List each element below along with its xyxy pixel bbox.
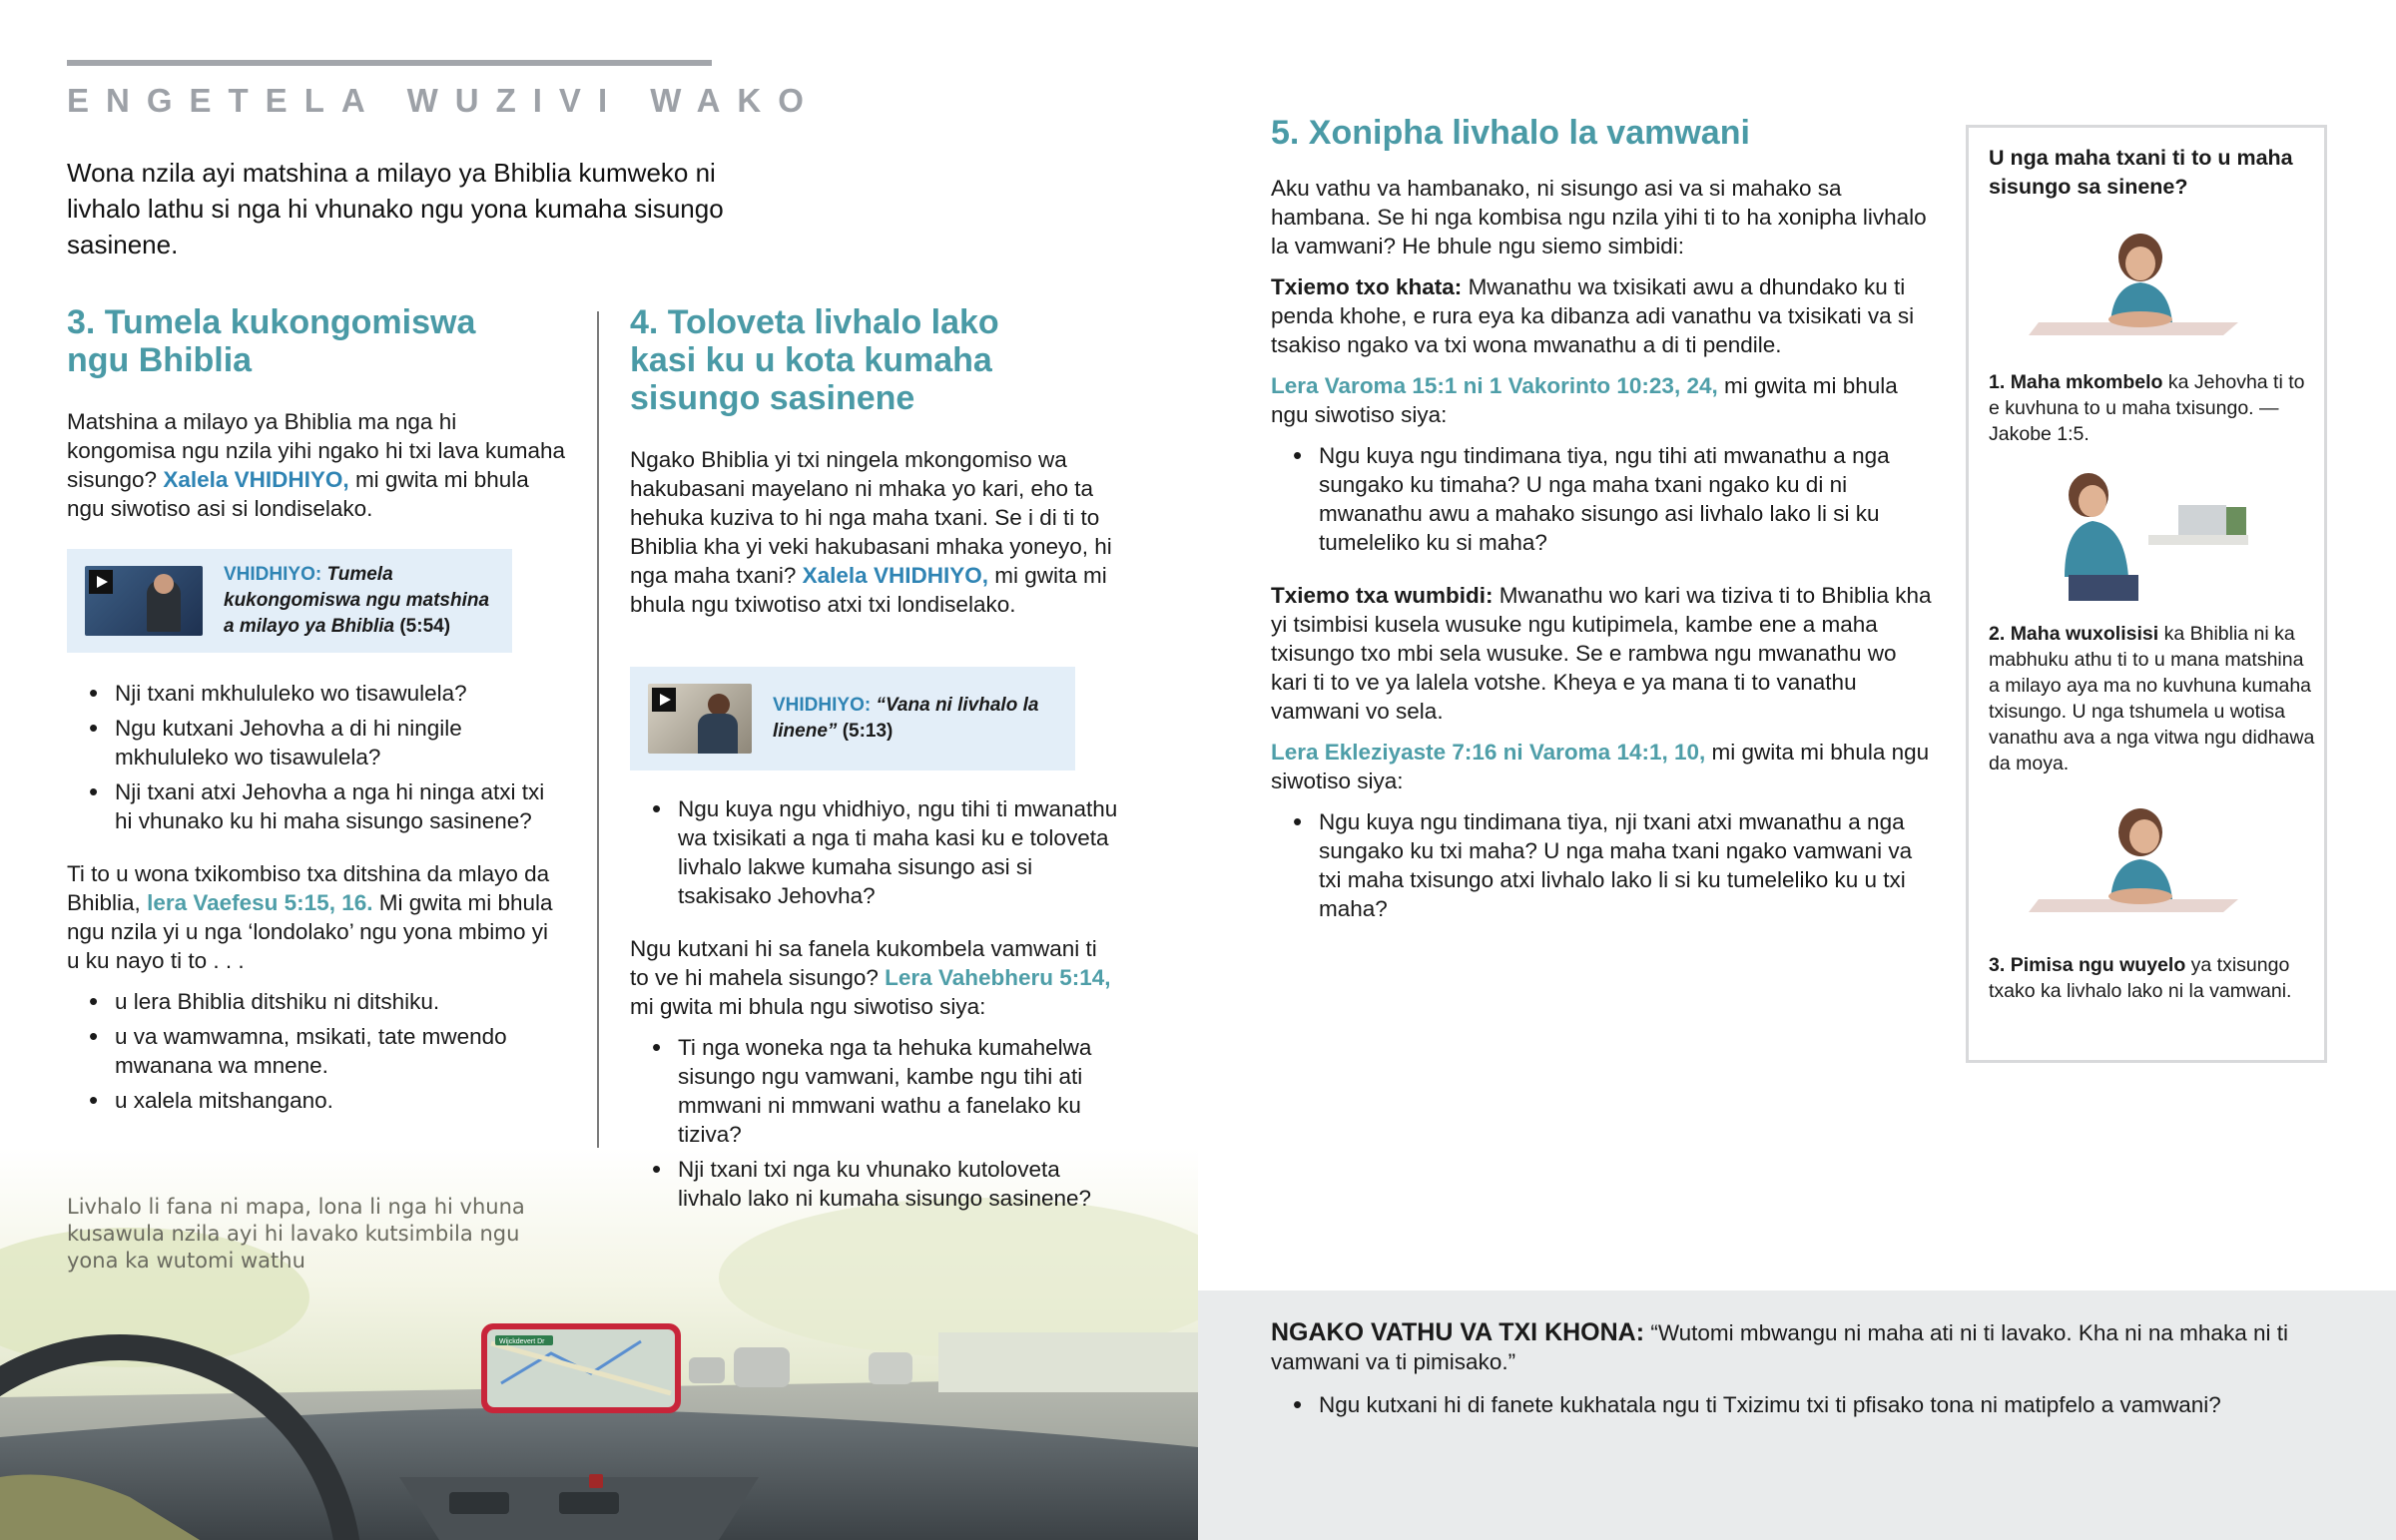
video-label: VHIDHIYO: [224, 564, 322, 585]
section-4-video-caption [773, 693, 1057, 745]
question-item: • Ngu kutxani hi di fanete kukhatala ngu ti Txizimu txi ti pfisako tona ni matipfelo a vamwani? [1271, 1390, 2349, 1419]
list-item: • u lera Bhiblia ditshiku ni ditshiku. [67, 987, 566, 1016]
question-item: • Ngu kutxani Jehovha a di hi ningile mkhululeko wo tisawulela? [67, 714, 566, 771]
step-text: ka Bhiblia ni ka mabhuku athu ti to u mana matshina a milayo aya ma no kuvhuna kumaha txisungo. U nga tshumela u wotisa vanathu ava a nga vitwa ngu didhawa da moya. [1989, 623, 2315, 774]
objection-quote: “Wutomi mbwangu ni maha ati ni ti lavako. Kha ni na mhaka ni ti vamwani va ti pimisako.” [1271, 1320, 2288, 1374]
list-item: • u xalela mitshangano. [67, 1086, 566, 1115]
para-b-start: Ngu kutxani hi sa fanela kukombela vamwani ti to ve hi mahela sisungo? [630, 936, 1097, 990]
section-4-video-card[interactable] [630, 667, 1075, 770]
section-3-intro-text: Matshina a milayo ya Bhiblia ma nga hi kongomisa ngu nzila yihi ngako hi txi lava kumaha sisungo? [67, 409, 566, 492]
studying-woman-illustration [2029, 467, 2258, 607]
case-1-ref-line [1271, 371, 1938, 429]
list-item: • Ti nga woneka nga ta hehuka kumahelwa sisungo ngu vamwani, kambe ngu tihi ati mmwani ni mmwani wathu a fanelako ku tiziva? [630, 1033, 1119, 1149]
section-3-para-b [67, 859, 566, 975]
section-4 [630, 303, 1119, 1213]
question-item: • Nji txani mkhululeko wo tisawulela? [67, 679, 566, 708]
case-2 [1271, 581, 1938, 726]
section-4-para-b [630, 934, 1119, 1021]
section-3-heading: 3. Tumela kukongomiswa ngu Bhiblia [67, 303, 476, 379]
case-2-questions [1271, 807, 1938, 923]
column-divider [597, 311, 599, 1218]
question-item: • Ngu kuya ngu tindimana tiya, ngu tihi ati mwanathu a nga sungako ku timaha? U nga maha txani ngako ku di ni mwanathu awu a mahako sisungo asi livhalo lako li si ku tumeleliko ku si maha? [1271, 441, 1938, 557]
step-text: ya txisungo txako ka livhalo lako ni la vamwani. [1989, 954, 2292, 1002]
question-item: • Ngu kuya ngu vhidhiyo, ngu tihi ti mwanathu wa txisikati a nga ti maha kasi ku e toloveta livhalo lakwe kumaha sisungo asi si tsakisako Jehovha? [630, 794, 1119, 910]
sidebar-title: U nga maha txani ti to u maha sisungo sa sinene? [1989, 146, 2293, 199]
praying-woman-illustration [2019, 228, 2258, 347]
objection-questions [1271, 1390, 2349, 1419]
illustration-caption: Livhalo li fana ni mapa, lona li nga hi vhuna kusawula nzila ayi hi lavako kutsimbila ngu yona ka wutomi wathu [67, 1195, 525, 1273]
objection-box [1198, 1290, 2396, 1540]
section-5-intro: Aku vathu va hambanako, ni sisungo asi va si mahako sa hambana. Se hi nga kombisa ngu nzila yihi ti to ha xonipha livhalo la vamwani? He bhule ngu siemo simbidi: [1271, 176, 1927, 258]
sidebar-step-1 [1989, 369, 2318, 447]
header-rule [67, 60, 712, 66]
sidebar-step-2 [1989, 621, 2318, 776]
step-number: 1. [1989, 371, 2006, 393]
objection-text [1271, 1318, 2319, 1376]
case-2-text: Mwanathu wo kari wa tiziva ti to Bhiblia kha yi tsimbisi kusela wusuke ngu kutipimela, kambe ene a maha txisungo txo mbi sela wusuke. Se e rambwa ngu mwanathu wo kari ti to ve ya lalela votshe. Kheya e ya mana ti to vanathu vamwani vo sela. [1271, 583, 1932, 724]
play-icon [89, 570, 113, 594]
step-number: 2. [1989, 623, 2006, 645]
para-b-end: mi gwita mi bhula ngu siwotiso siya: [630, 994, 986, 1019]
section-eyebrow: ENGETELA WUZIVI WAKO [67, 82, 821, 119]
speaker-head [154, 574, 174, 594]
para-b-end: Mi gwita mi bhula ngu nzila yi u nga ‘londolako’ ngu yona mbimo yi u ku nayo ti to . . . [67, 890, 553, 973]
video-title: “Vana ni livhalo la linene” [773, 695, 1039, 742]
video-thumbnail [648, 684, 752, 754]
section-3-list [67, 987, 566, 1115]
section-4-questions [630, 794, 1119, 910]
case-1-ref-end: mi gwita mi bhula ngu siwotiso siya: [1271, 373, 1898, 427]
case-2-ref-end: mi gwita mi bhula ngu siwotiso siya: [1271, 740, 1930, 793]
sidebar-step-3 [1989, 952, 2318, 1004]
reader-figure [698, 714, 738, 754]
steps-sidebar [1966, 125, 2327, 1063]
case-1 [1271, 272, 1938, 359]
section-3-questions [67, 679, 566, 835]
section-3-intro [67, 407, 566, 523]
video-duration: (5:54) [399, 616, 451, 637]
video-title: Tumela kukongomiswa ngu matshina a milayo ya Bhiblia [224, 564, 490, 637]
scripture-link[interactable]: Lera Varoma 15:1 ni 1 Vakorinto 10:23, 24, [1271, 373, 1718, 398]
case-1-text: Mwanathu wa txisikati awu a dhundako ku ti penda khohe, e rura eya ka dibanza adi vanathu va txisikati va si tsakiso ngako va txi wona mwanathu a di ti pendile. [1271, 274, 1915, 357]
section-3-video-link[interactable]: Xalela VHIDHIYO, [163, 467, 349, 492]
phone-street-label: Wijckdevert Dr [499, 1338, 545, 1345]
list-item: • u va wamwamna, msikati, tate mwendo mwanana wa mnene. [67, 1022, 566, 1080]
section-4-intro-text: Ngako Bhiblia yi txi ningela mkongomiso wa hakubasani mayelano ni mhaka yo kari, eho ta hehuka kuziva to hi nga maha txani. Se i di ti to Bhiblia kha yi veki hakubasani mhaka yoneyo, hi nga maha txani? [630, 447, 1112, 588]
thinking-woman-illustration [2019, 804, 2258, 924]
objection-label: NGAKO VATHU VA TXI KHONA: [1271, 1318, 1645, 1346]
reader-head [708, 694, 730, 716]
scripture-link[interactable]: Lera Vahebheru 5:14, [885, 965, 1111, 990]
para-b-start: Ti to u wona txikombiso txa ditshina da mlayo da Bhiblia, [67, 861, 550, 915]
intro-text: Wona nzila ayi matshina a milayo ya Bhiblia kumweko ni livhalo lathu si nga hi vhunako ngu yona kumaha sisungo sasinene. [67, 158, 724, 259]
scripture-link[interactable]: Lera Ekleziyaste 7:16 ni Varoma 14:1, 10, [1271, 740, 1706, 765]
case-1-label: Txiemo txo khata: [1271, 274, 1463, 299]
step-number: 3. [1989, 954, 2006, 976]
step-title: Pimisa ngu wuyelo [2010, 954, 2186, 976]
list-item: • Nji txani txi nga ku vhunako kutoloveta livhalo lako ni kumaha sisungo sasinene? [630, 1155, 1119, 1213]
step-text: ka Jehovha ti to e kuvhuna to u maha txisungo. —Jakobe 1:5. [1989, 371, 2305, 445]
section-3 [67, 303, 566, 1115]
section-4-video-link[interactable]: Xalela VHIDHIYO, [802, 563, 988, 588]
section-3-video-card[interactable] [67, 549, 512, 653]
section-5-heading: 5. Xonipha livhalo la vamwani [1271, 114, 1750, 152]
case-2-label: Txiemo txa wumbidi: [1271, 583, 1494, 608]
section-3-intro-end: mi gwita mi bhula ngu siwotiso asi si londiselako. [67, 467, 529, 521]
question-item: • Nji txani atxi Jehovha a nga hi ninga atxi txi hi vhunako ku hi maha sisungo sasinene? [67, 777, 566, 835]
section-4-intro [630, 445, 1119, 619]
step-title: Maha wuxolisisi [2010, 623, 2159, 645]
section-4-intro-end: mi gwita mi bhula ngu txiwotiso atxi txi londiselako. [630, 563, 1107, 617]
section-3-video-caption [224, 562, 494, 640]
section-5 [1271, 114, 1938, 923]
section-4-heading: 4. Toloveta livhalo lako kasi ku u kota kumaha sisungo sasinene [630, 303, 999, 417]
play-icon [652, 688, 676, 712]
case-2-ref-line [1271, 738, 1938, 795]
scripture-link[interactable]: lera Vaefesu 5:15, 16. [147, 890, 373, 915]
step-title: Maha mkombelo [2010, 371, 2163, 393]
video-label: VHIDHIYO: [773, 695, 872, 716]
section-4-list [630, 1033, 1119, 1213]
video-duration: (5:13) [842, 721, 894, 742]
question-item: • Ngu kuya ngu tindimana tiya, nji txani atxi mwanathu a nga sungako ku txi maha? U nga maha txani ngako vamwani va txi maha txisungo atxi livhalo lako li si ku tumeleliko ku u txi maha? [1271, 807, 1938, 923]
case-1-questions [1271, 441, 1938, 557]
video-thumbnail [85, 566, 203, 636]
